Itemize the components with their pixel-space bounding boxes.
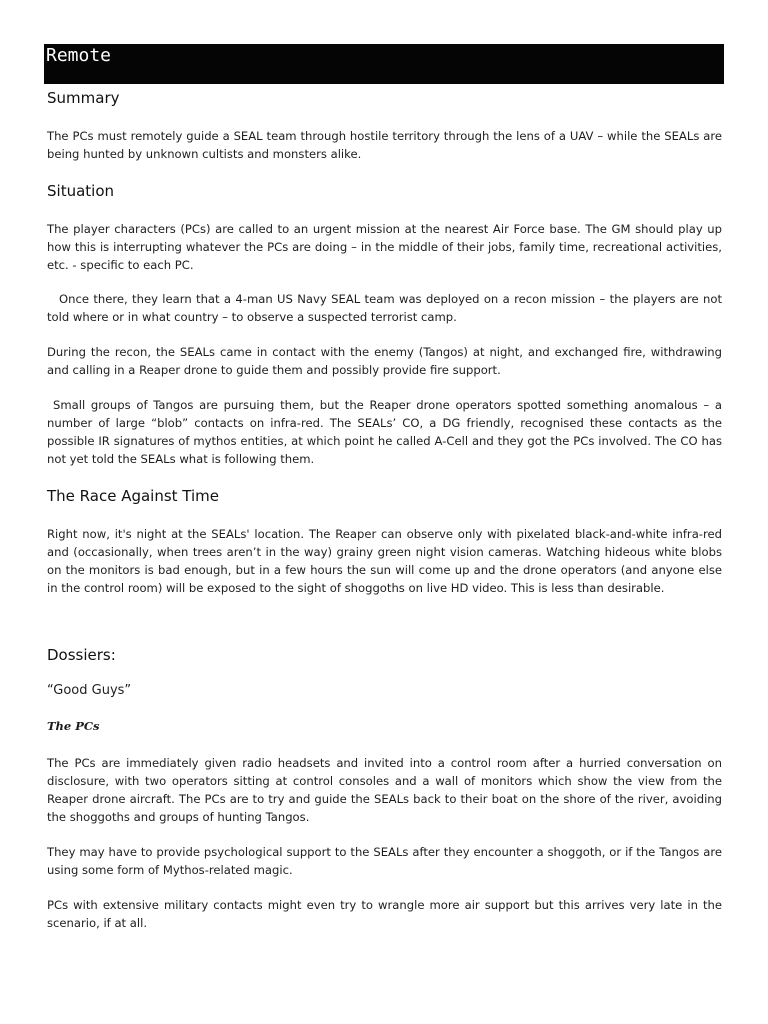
race-heading: The Race Against Time [47,487,220,505]
pcs-paragraph-1: The PCs are immediately given radio headsets and invited into a control room after a hurried conversation on disclosure, with two operators sitting at control consoles and a wall of monitors which show the view from the Reaper drone aircraft. The PCs are to try and guide the SEALs back to their boat on the shore of the river, avoiding the shoggoths and groups of hunting Tangos. [47,756,722,824]
document-body [47,86,722,932]
pcs-paragraph-3: PCs with extensive military contacts might even try to wrangle more air support but this arrives very late in the scenario, if at all. [47,898,722,930]
pcs-paragraph-2: They may have to provide psychological support to the SEALs after they encounter a shoggoth, or if the Tangos are using some form of Mythos-related magic. [47,845,722,877]
situation-paragraph-1: The player characters (PCs) are called to an urgent mission at the nearest Air Force base. The GM should play up how this is interrupting whatever the PCs are doing – in the middle of their jobs, family time, recreational activities, etc. - specific to each PC. [47,222,722,272]
good-guys-subheading: “Good Guys” [47,683,132,698]
situation-paragraph-4: Small groups of Tangos are pursuing them, but the Reaper drone operators spotted something anomalous – a number of large “blob” contacts on infra-red. The SEALs’ CO, a DG friendly, recognised these contacts as the possible IR signatures of mythos entities, at which point he called A-Cell and they got the PCs involved. The CO has not yet told the SEALs what is following them. [47,398,722,466]
pcs-heading: The PCs [47,719,100,733]
dossiers-heading: Dossiers: [47,646,116,664]
document-title: Remote [44,44,724,84]
race-paragraph: Right now, it's night at the SEALs' location. The Reaper can observe only with pixelated black-and-white infra-red and (occasionally, when trees aren’t in the way) grainy green night vision cameras. Watching hideous white blobs on the monitors is bad enough, but in a few hours the sun will come up and the drone operators (and anyone else in the control room) will be exposed to the sight of shoggoths on live HD video. This is less than desirable. [47,527,722,595]
situation-heading: Situation [47,182,115,200]
summary-heading: Summary [47,89,120,107]
situation-paragraph-2: Once there, they learn that a 4-man US Navy SEAL team was deployed on a recon mission – the players are not told where or in what country – to observe a suspected terrorist camp. [47,292,722,324]
situation-paragraph-3: During the recon, the SEALs came in contact with the enemy (Tangos) at night, and exchanged fire, withdrawing and calling in a Reaper drone to guide them and possibly provide fire support. [47,345,722,377]
summary-paragraph: The PCs must remotely guide a SEAL team through hostile territory through the lens of a UAV – while the SEALs are being hunted by unknown cultists and monsters alike. [47,129,722,161]
